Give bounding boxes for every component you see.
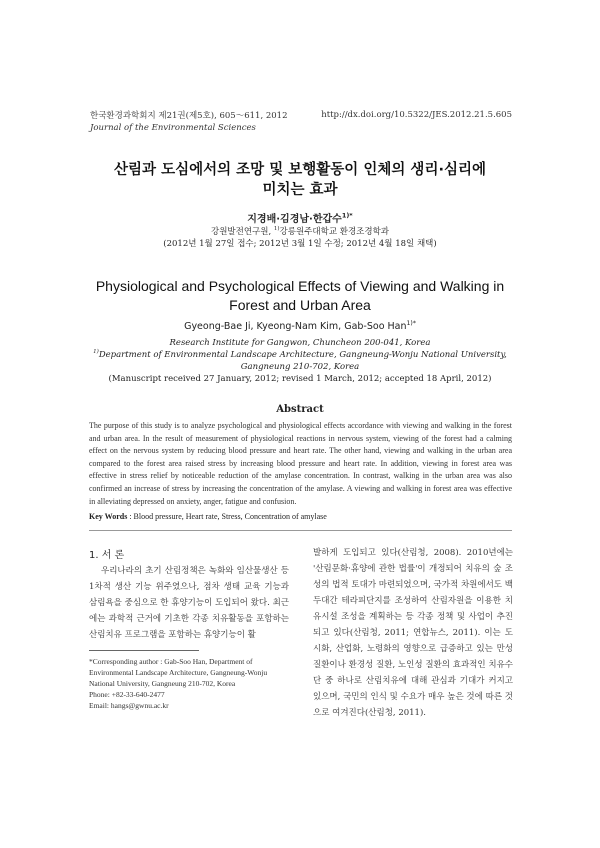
right-column — [313, 545, 513, 721]
footnote-divider — [89, 650, 199, 651]
keywords-label: Key Words — [89, 512, 128, 521]
english-affiliation — [60, 337, 540, 385]
journal-name: Journal of the Environmental Sciences — [90, 123, 256, 133]
english-title-line1: Physiological and Psychological Effects of Viewing and Walking in — [95, 278, 505, 294]
abstract-body: The purpose of this study is to analyze psychological and physiological effects accordance with viewing and walking in the forest and urban area. In the result of measurement of physiological reactions in nervous system, viewing of the forest had a calming effect on the nervous system by reducing blood pressure and heart rate. The other hand, viewing and walking in the urban area compared to the forest area raised stress by increasing blood pressure and heart rate. In addition, viewing in forest area was effective in stress relief by noticeable reduction of the amylase concentration. In contrast, walking in the urban area was also confirmed an increase of stress by increasing the concentration of the amylase. A viewing and walking in forest area was effective in alleviating depressed on anxiety, anger, fatigue and confusion. — [89, 421, 512, 506]
korean-affil-sup: 1) — [273, 226, 280, 233]
english-title-line2: Forest and Urban Area — [229, 297, 371, 313]
english-authors-names: Gyeong-Bae Ji, Kyeong-Nam Kim, Gab-Soo Han — [184, 321, 407, 332]
korean-authors-names: 지경배·김경남·한갑수 — [247, 214, 342, 225]
footnote-corresponding: *Corresponding author : Gab-Soo Han, Department of Environmental Landscape Architecture, Gangneung-Wonju National University, Gangneung 210-702, Korea — [89, 657, 268, 688]
korean-title-line2: 미치는 효과 — [262, 182, 338, 198]
doi-link[interactable]: http://dx.doi.org/10.5322/JES.2012.21.5.605 — [321, 110, 512, 120]
korean-authors-sup: 1)* — [341, 211, 353, 220]
english-affil-1: Research Institute for Gangwon, Chuncheon 200-041, Korea — [169, 338, 431, 348]
english-affil-2: Department of Environmental Landscape Architecture, Gangneung-Wonju National University, — [98, 350, 507, 360]
english-authors-sup: 1)* — [406, 319, 416, 327]
section-heading: 1. 서 론 — [89, 550, 125, 561]
english-authors — [60, 321, 540, 332]
korean-title — [60, 160, 540, 200]
divider — [89, 530, 512, 531]
journal-citation: 한국환경과학회지 제21권(제5호), 605～611, 2012 — [90, 111, 288, 121]
korean-title-line1: 산림과 도심에서의 조망 및 보행활동이 인체의 생리·심리에 — [114, 162, 486, 178]
korean-affil-1: 강원발전연구원, — [210, 227, 272, 237]
footnote-phone: Phone: +82-33-640-2477 — [89, 690, 165, 699]
korean-authors — [60, 210, 540, 225]
english-title — [60, 277, 540, 315]
korean-affil-2: 강릉원주대학교 환경조경학과 — [279, 227, 389, 237]
english-dates: (Manuscript received 27 January, 2012; revised 1 March, 2012; accepted 18 April, 2012) — [108, 374, 492, 384]
footnote — [89, 656, 289, 711]
english-affil-3: Gangneung 210-702, Korea — [240, 362, 360, 372]
footnote-email[interactable]: Email: hangs@gwnu.ac.kr — [89, 701, 169, 710]
left-column — [89, 563, 289, 643]
keywords — [89, 512, 327, 521]
right-paragraph: 발하게 도입되고 있다(산림청, 2008). 2010년에는 '산림문화·휴양에 관한 법률'이 개정되어 치유의 숲 조성의 법적 토대가 마련되었으며, 국가적 차원에서도 백두대간 테라피단지를 조성하여 산림자원을 이용한 치유시설 조성을 계획하는 등 각종 정책 및 사업이 추진되고 있다(산림청, 2011; 연합뉴스, 2011). 이는 도시화, 산업화, 노령화의 영향으로 급증하고 있는 만성 질환이나 환경성 질환, 노인성 질환의 효과적인 치유수단 중 하나로 산림치유에 대해 관심과 기대가 커지고 있으며, 국민의 인식 및 수요가 매우 높은 것에 따른 것으로 여겨진다(산림청, 2011). — [313, 548, 513, 718]
korean-affiliation — [60, 226, 540, 250]
left-paragraph: 우리나라의 초기 산림정책은 녹화와 임산물생산 등 1차적 생산 기능 위주였으나, 점차 생태 교육 기능과 삼림욕을 중심으로 한 휴양기능이 도입되어 왔다. 최근에는 과학적 근거에 기초한 각종 치유활동을 포함하는 산림치유 프로그램을 포함하는 휴양기능이 활 — [89, 566, 289, 640]
abstract-title: Abstract — [276, 404, 324, 415]
keywords-text: : Blood pressure, Heart rate, Stress, Concentration of amylase — [127, 512, 327, 521]
journal-header — [90, 110, 287, 134]
english-affil-sup: 1) — [93, 349, 99, 356]
korean-dates: (2012년 1월 27일 접수; 2012년 3월 1일 수정; 2012년 4월 18일 채택) — [163, 239, 437, 249]
